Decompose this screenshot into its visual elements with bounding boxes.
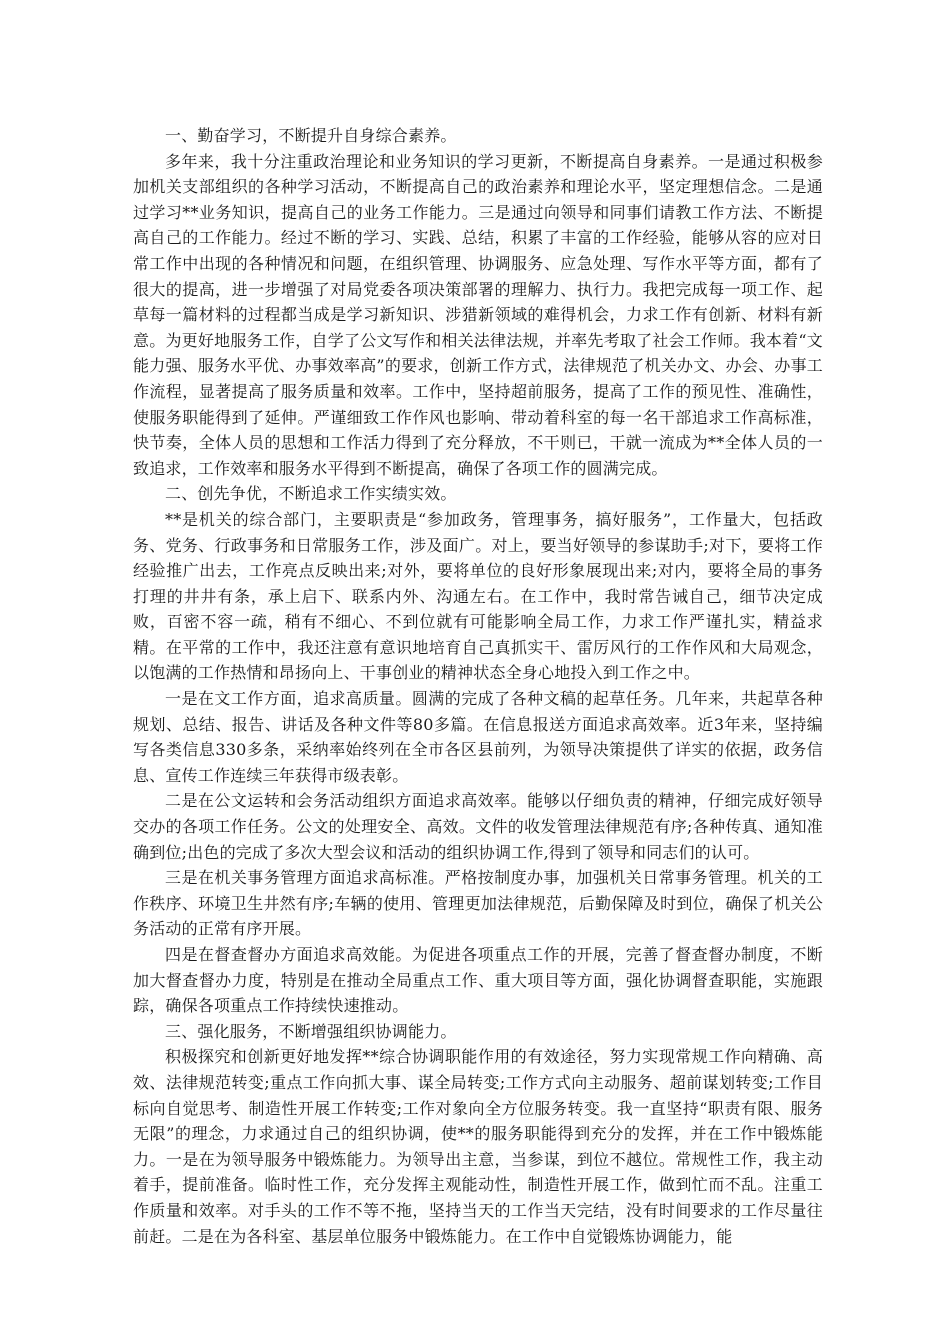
body-paragraph: 一是在文工作方面，追求高质量。圆满的完成了各种文稿的起草任务。几年来，共起草各种规划、总结、报告、讲话及各种文件等80多篇。在信息报送方面追求高效率。近3年来，坚持编写各类信息330多条，采纳率始终列在全市各区县前列，为领导决策提供了详实的依据，政务信息、宣传工作连续三年获得市级表彰。 (133, 689, 823, 785)
section-heading-2: 二、创先争优，不断追求工作实绩实效。 (165, 484, 457, 504)
section-heading-3: 三、强化服务，不断增强组织协调能力。 (165, 1021, 457, 1041)
body-paragraph: 积极探究和创新更好地发挥**综合协调职能作用的有效途径，努力实现常规工作向精确、高效、法律规范转变;重点工作向抓大事、谋全局转变;工作方式向主动服务、超前谋划转变;工作目标向自觉思考、制造性开展工作转变;工作对象向全方位服务转变。我一直坚持“职责有限、服务无限”的理念，力求通过自己的组织协调，使**的服务职能得到充分的发挥，并在工作中锻炼能力。一是在为领导服务中锻炼能力。为领导出主意，当参谋，到位不越位。常规性工作，我主动着手，提前准备。临时性工作，充分发挥主观能动性，制造性开展工作，做到忙而不乱。注重工作质量和效率。对手头的工作不等不拖，坚持当天的工作当天完结，没有时间要求的工作尽量往前赶。二是在为各科室、基层单位服务中锻炼能力。在工作中自觉锻炼协调能力，能 (133, 1047, 823, 1246)
section-heading-1: 一、勤奋学习，不断提升自身综合素养。 (165, 126, 457, 145)
body-paragraph: 四是在督查督办方面追求高效能。为促进各项重点工作的开展，完善了督查督办制度，不断加大督查督办力度，特别是在推动全局重点工作、重大项目等方面，强化协调督查职能，实施跟踪，确保各项重点工作持续快速推动。 (133, 945, 823, 1016)
body-paragraph: **是机关的综合部门，主要职责是“参加政务，管理事务，搞好服务”，工作量大，包括政务、党务、行政事务和日常服务工作，涉及面广。对上，要当好领导的参谋助手;对下，要将工作经验推广出去，工作亮点反映出来;对外，要将单位的良好形象展现出来;对内，要将全局的事务打理的井井有条，承上启下、联系内外、沟通左右。在工作中，我时常告诫自己，细节决定成败，百密不容一疏，稍有不细心、不到位就有可能影响全局工作，力求工作严谨扎实，精益求精。在平常的工作中，我还注意有意识地培育自己真抓实干、雷厉风行的工作作风和大局观念，以饱满的工作热情和昂扬向上、干事创业的精神状态全身心地投入到工作之中。 (133, 509, 823, 683)
document-page (133, 123, 823, 1249)
body-paragraph: 三是在机关事务管理方面追求高标准。严格按制度办事，加强机关日常事务管理。机关的工作秩序、环境卫生井然有序;车辆的使用、管理更加法律规范，后勤保障及时到位，确保了机关公务活动的正常有序开展。 (133, 868, 823, 939)
body-paragraph: 多年来，我十分注重政治理论和业务知识的学习更新，不断提高自身素养。一是通过积极参加机关支部组织的各种学习活动，不断提高自己的政治素养和理论水平，坚定理想信念。二是通过学习**业务知识，提高自己的业务工作能力。三是通过向领导和同事们请教工作方法、不断提高自己的工作能力。经过不断的学习、实践、总结，积累了丰富的工作经验，能够从容的应对日常工作中出现的各种情况和问题，在组织管理、协调服务、应急处理、写作水平等方面，都有了很大的提高，进一步增强了对局党委各项决策部署的理解力、执行力。我把完成每一项工作、起草每一篇材料的过程都当成是学习新知识、涉猎新领域的难得机会，力求工作有创新、材料有新意。为更好地服务工作，自学了公文写作和相关法律法规，并率先考取了社会工作师。我本着“文能力强、服务水平优、办事效率高”的要求，创新工作方式，法律规范了机关办文、办会、办事工作流程，显著提高了服务质量和效率。工作中，坚持超前服务，提高了工作的预见性、准确性，使服务职能得到了延伸。严谨细致工作作风也影响、带动着科室的每一名干部追求工作高标准，快节奏，全体人员的思想和工作活力得到了充分释放，不干则已，干就一流成为**全体人员的一致追求，工作效率和服务水平得到不断提高，确保了各项工作的圆满完成。 (133, 151, 823, 478)
body-paragraph: 二是在公文运转和会务活动组织方面追求高效率。能够以仔细负责的精神，仔细完成好领导交办的各项工作任务。公文的处理安全、高效。文件的收发管理法律规范有序;各种传真、通知准确到位;出色的完成了多次大型会议和活动的组织协调工作,得到了领导和同志们的认可。 (133, 791, 823, 862)
